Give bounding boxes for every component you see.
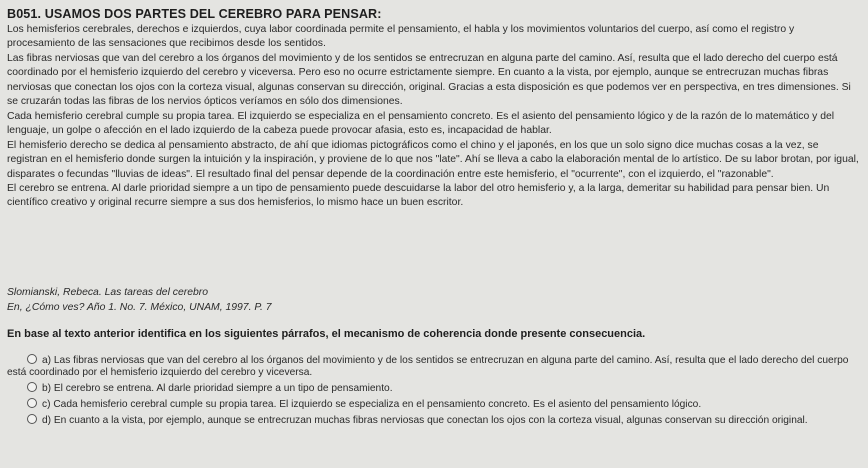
passage-paragraph-1: Los hemisferios cerebrales, derechos e izquierdos, cuya labor coordinada permite el pensamiento, el habla y los movimientos voluntarios del cuerpo, así como el registro y procesamiento de las sensaciones que recibimos desde los sentidos.: [7, 24, 795, 50]
passage-paragraph-4: El hemisferio derecho se dedica al pensamiento abstracto, de ahí que idiomas pictográficos como el chino y el japonés, en los que un solo signo dice muchas cosas a la vez, se registran en el hemisferio donde surgen la intuición y la inspiración, y proviene de lo que nos "late". Ahí se lleva a cabo la elaboración mental de lo artístico. De su labor brotan, por igual, disparates o fecundas "lluvias de ideas". El resultado final del pensar depende de la coordinación entre este hemisferio, el "ocurrente", con el izquierdo, el "razonable".: [7, 139, 859, 180]
answer-option-c-text: c) Cada hemisferio cerebral cumple su propia tarea. El izquierdo se especializa en el pensamiento concreto. Es el asiento del pensamiento lógico.: [42, 399, 702, 410]
radio-button-icon[interactable]: [27, 398, 37, 408]
answer-option-a-text: a) Las fibras nerviosas que van del cerebro al los órganos del movimiento y de los sentidos se entrecruzan en alguna parte del camino. Así, resulta que el lado derecho del cuerpo está coordinado por el hemisferio izquierdo del cerebro y viceversa.: [7, 355, 849, 379]
answer-option-b-text: b) El cerebro se entrena. Al darle prioridad siempre a un tipo de pensamiento.: [42, 383, 393, 395]
answer-option-d[interactable]: [7, 414, 861, 427]
answer-option-c[interactable]: [7, 398, 861, 411]
question-prompt: En base al texto anterior identifica en los siguientes párrafos, el mecanismo de coherencia donde presente consecuencia.: [7, 328, 646, 340]
passage-paragraph-2: Las fibras nerviosas que van del cerebro a los órganos del movimiento y de los sentidos se entrecruzan en alguna parte del camino. Así, resulta que el lado derecho del cuerpo está coordinado por el hemisferio izquierdo del cerebro y viceversa. Pero eso no ocurre estrictamente siempre. En cuanto a la vista, por ejemplo, aunque se entrecruzan muchas fibras nerviosas que conectan los ojos con la corteza visual, algunas conservan su dirección, original. Gracias a esta disposición es que podemos ver en perspectiva, en tres dimensiones. Si se cruzarán todas las fibras de los nervios ópticos veríamos en sólo dos dimensiones.: [7, 52, 851, 108]
source-citation: [7, 286, 861, 315]
citation-author-line: Slomianski, Rebeca. Las tareas del cerebro: [7, 287, 208, 298]
radio-button-icon[interactable]: [27, 354, 37, 364]
answer-option-a[interactable]: [7, 354, 861, 380]
citation-source-line: En, ¿Cómo ves? Año 1. No. 7. México, UNAM, 1997. P. 7: [7, 301, 272, 313]
question-title: B051. USAMOS DOS PARTES DEL CEREBRO PARA PENSAR:: [7, 7, 382, 21]
reading-passage: [7, 23, 861, 211]
radio-button-icon[interactable]: [27, 382, 37, 392]
answer-option-b[interactable]: [7, 382, 861, 395]
radio-button-icon[interactable]: [27, 414, 37, 424]
answer-option-d-text: d) En cuanto a la vista, por ejemplo, aunque se entrecruzan muchas fibras nerviosas que conectan los ojos con la corteza visual, algunas conservan su dirección original.: [42, 414, 808, 426]
passage-paragraph-3: Cada hemisferio cerebral cumple su propia tarea. El izquierdo se especializa en el pensamiento concreto. Es el asiento del pensamiento lógico y de la razón de lo matemático y del lenguaje, un golpe o afección en el lado izquierdo de la cabeza puede provocar afasia, esto es, incapacidad de hablar.: [7, 110, 835, 137]
answer-options: [7, 354, 861, 430]
passage-paragraph-5: El cerebro se entrena. Al darle prioridad siempre a un tipo de pensamiento puede descuidarse la labor del otro hemisferio y, a la larga, demeritar su habilidad para pensar bien. Un científico creativo y original recurre siempre a sus dos hemisferios, lo mismo hace un buen escritor.: [7, 182, 830, 209]
